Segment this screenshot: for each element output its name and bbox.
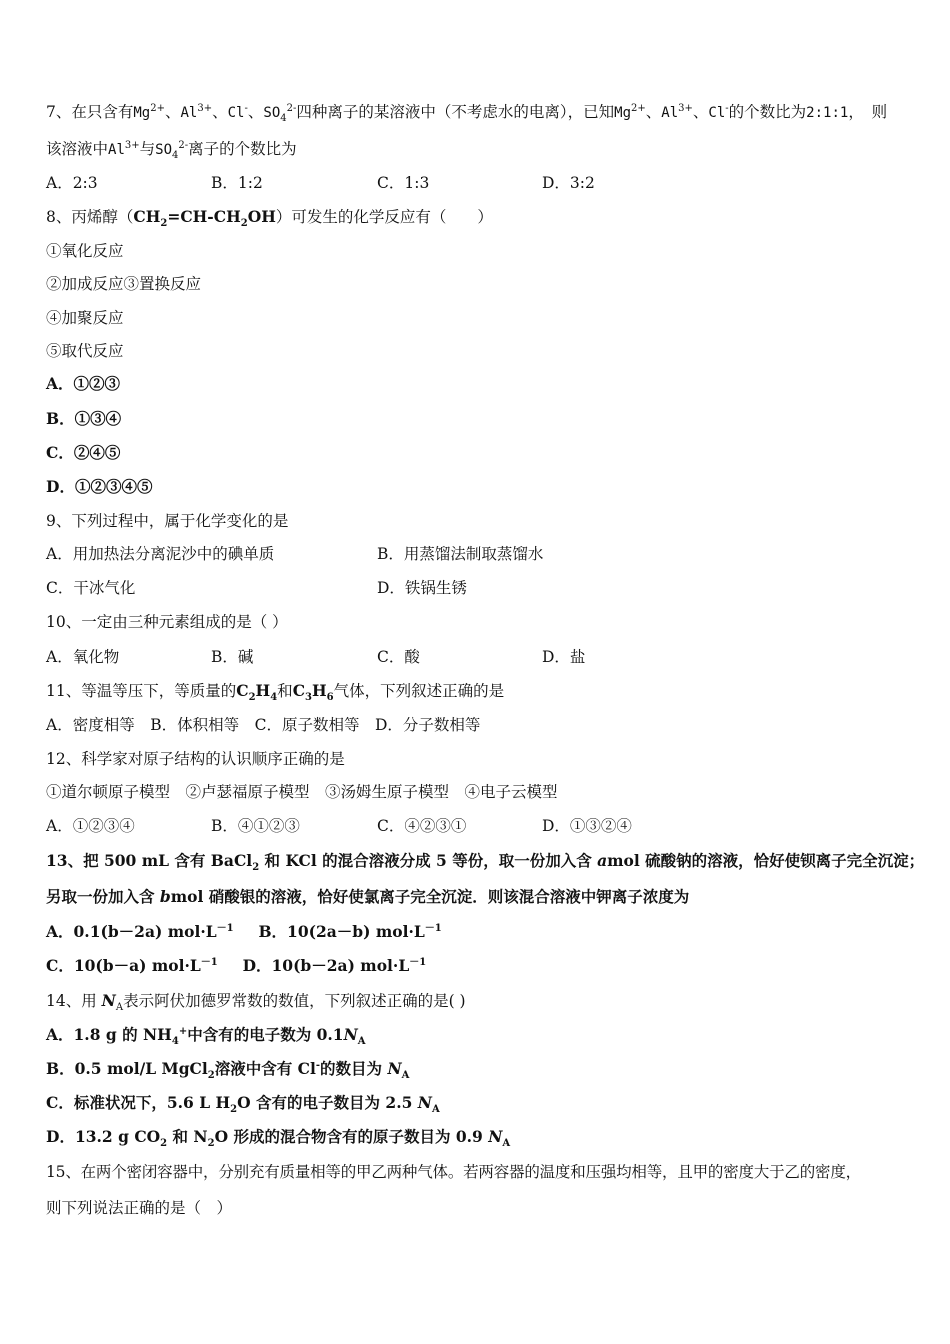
q12-option-a: A．①②③④ (46, 817, 135, 835)
q10-stem: 10、一定由三种元素组成的是（ ） (46, 613, 288, 631)
q14-option-b: B．0.5 mol/L MgCl$_2$溶液中含有 Cl-的数目为 $N_A$ (46, 1059, 410, 1082)
q14-option-c: C．标准状况下，5.6 L $H_2O$ 含有的电子数目为 2.5 $N_A$ (46, 1093, 440, 1116)
q13-option-d: D．10(b－2a) mol·L (242, 956, 410, 975)
q10-option-c: C．酸 (377, 648, 420, 666)
q8-stem: 8、丙烯醇$(CH_2=CH-CH_2OH)$可发生的化学反应有（ ） (46, 207, 493, 230)
q15-stem-line2: 则下列说法正确的是（ ） (46, 1199, 233, 1217)
q8-item-4: ⑤取代反应 (46, 342, 124, 360)
q7-option-b: B．1:2 (211, 174, 263, 192)
q8-option-d: D．①②③④⑤ (46, 477, 153, 496)
q7-option-c: C．1:3 (377, 174, 430, 192)
q7-option-a: A．2:3 (46, 174, 98, 192)
q8-option-a: A．①②③ (46, 374, 121, 393)
q15-stem-line1: 15、在两个密闭容器中，分别充有质量相等的甲乙两种气体。若两容器的温度和压强均相等，且甲的密度大于乙的密度， (46, 1163, 861, 1181)
q7-option-d: D．3:2 (542, 174, 595, 192)
q12-option-b: B．④①②③ (211, 817, 300, 835)
q10-option-d: D．盐 (542, 648, 586, 666)
q8-option-b: B．①③④ (46, 409, 122, 428)
q12-models: ①道尔顿原子模型 ②卢瑟福原子模型 ③汤姆生原子模型 ④电子云模型 (46, 783, 558, 801)
q13-stem-line2: 另取一份加入含 bmol 硝酸银的溶液，恰好使氯离子完全沉淀．则该混合溶液中钾离子浓度为 (46, 887, 690, 906)
q13-options-row1: A．0.1(b－2a) $mol\cdot L^{-1}$ B．10(2a－b) $mol\cdot L^{-1}$ (46, 922, 442, 941)
q12-option-d: D．①③②④ (542, 817, 632, 835)
q8-option-c: C．②④⑤ (46, 443, 121, 462)
q9-option-a: A．用加热法分离泥沙中的碘单质 (46, 545, 275, 563)
q13-option-b: B．10(2a－b) mol·L (258, 922, 425, 941)
q12-option-c: C．④②③① (377, 817, 467, 835)
q14-option-d: D．13.2 g $CO_2$ 和 $N_2O$ 形成的混合物含有的原子数目为 0.9 $N_A$ (46, 1127, 511, 1150)
q10-option-b: B．碱 (211, 648, 254, 666)
q9-stem: 9、下列过程中，属于化学变化的是 (46, 512, 289, 530)
q10-option-a: A．氧化物 (46, 648, 120, 666)
q14-option-a: A．1.8 g 的 $NH_4^+$中含有的电子数为 $0.1N_A$ (46, 1025, 366, 1048)
q8-item-2: ②加成反应③置换反应 (46, 275, 202, 293)
q7-stem-line1: 7、在只含有$Mg^{2+}$、$Al^{3+}$、Cl-、$SO_4^{2-}$四种离子的某溶液中（不考虑水的电离），已知$Mg^{2+}$、$Al^{3+}$、Cl-的个数比为2:1:1， 则 (46, 102, 888, 125)
q9-option-d: D．铁锅生锈 (377, 579, 467, 597)
q8-item-1: ①氧化反应 (46, 242, 124, 260)
q13-options-row2: C．10(b－a) $mol\cdot L^{-1}$ D．10(b－2a) $mol\cdot L^{-1}$ (46, 956, 427, 975)
q8-item-3: ④加聚反应 (46, 309, 124, 327)
q7-stem-line2: 该溶液中$Al^{3+}$与$SO_4^{2-}$离子的个数比为 (46, 139, 297, 162)
q12-stem: 12、科学家对原子结构的认识顺序正确的是 (46, 750, 345, 768)
q13-option-c: C．10(b－a) mol·L (46, 956, 201, 975)
q13-option-a: A．0.1(b－2a) mol·L (46, 922, 217, 941)
q14-stem: 14、用 $N_A$表示阿伏加德罗常数的数值，下列叙述正确的是( ) (46, 991, 466, 1014)
q13-stem-line1: 13、把 500 mL 含有 BaCl$_2$ 和 KCl 的混合溶液分成 5 等份，取一份加入含 amol 硫酸钠的溶液，恰好使钡离子完全沉淀； (46, 851, 925, 874)
q9-option-c: C．干冰气化 (46, 579, 136, 597)
q9-option-b: B．用蒸馏法制取蒸馏水 (377, 545, 544, 563)
q11-options: A．密度相等 B．体积相等 C．原子数相等 D．分子数相等 (46, 716, 481, 734)
q11-stem: 11、等温等压下，等质量的$C_2H_4$和$C_3H_6$气体，下列叙述正确的是 (46, 681, 505, 704)
